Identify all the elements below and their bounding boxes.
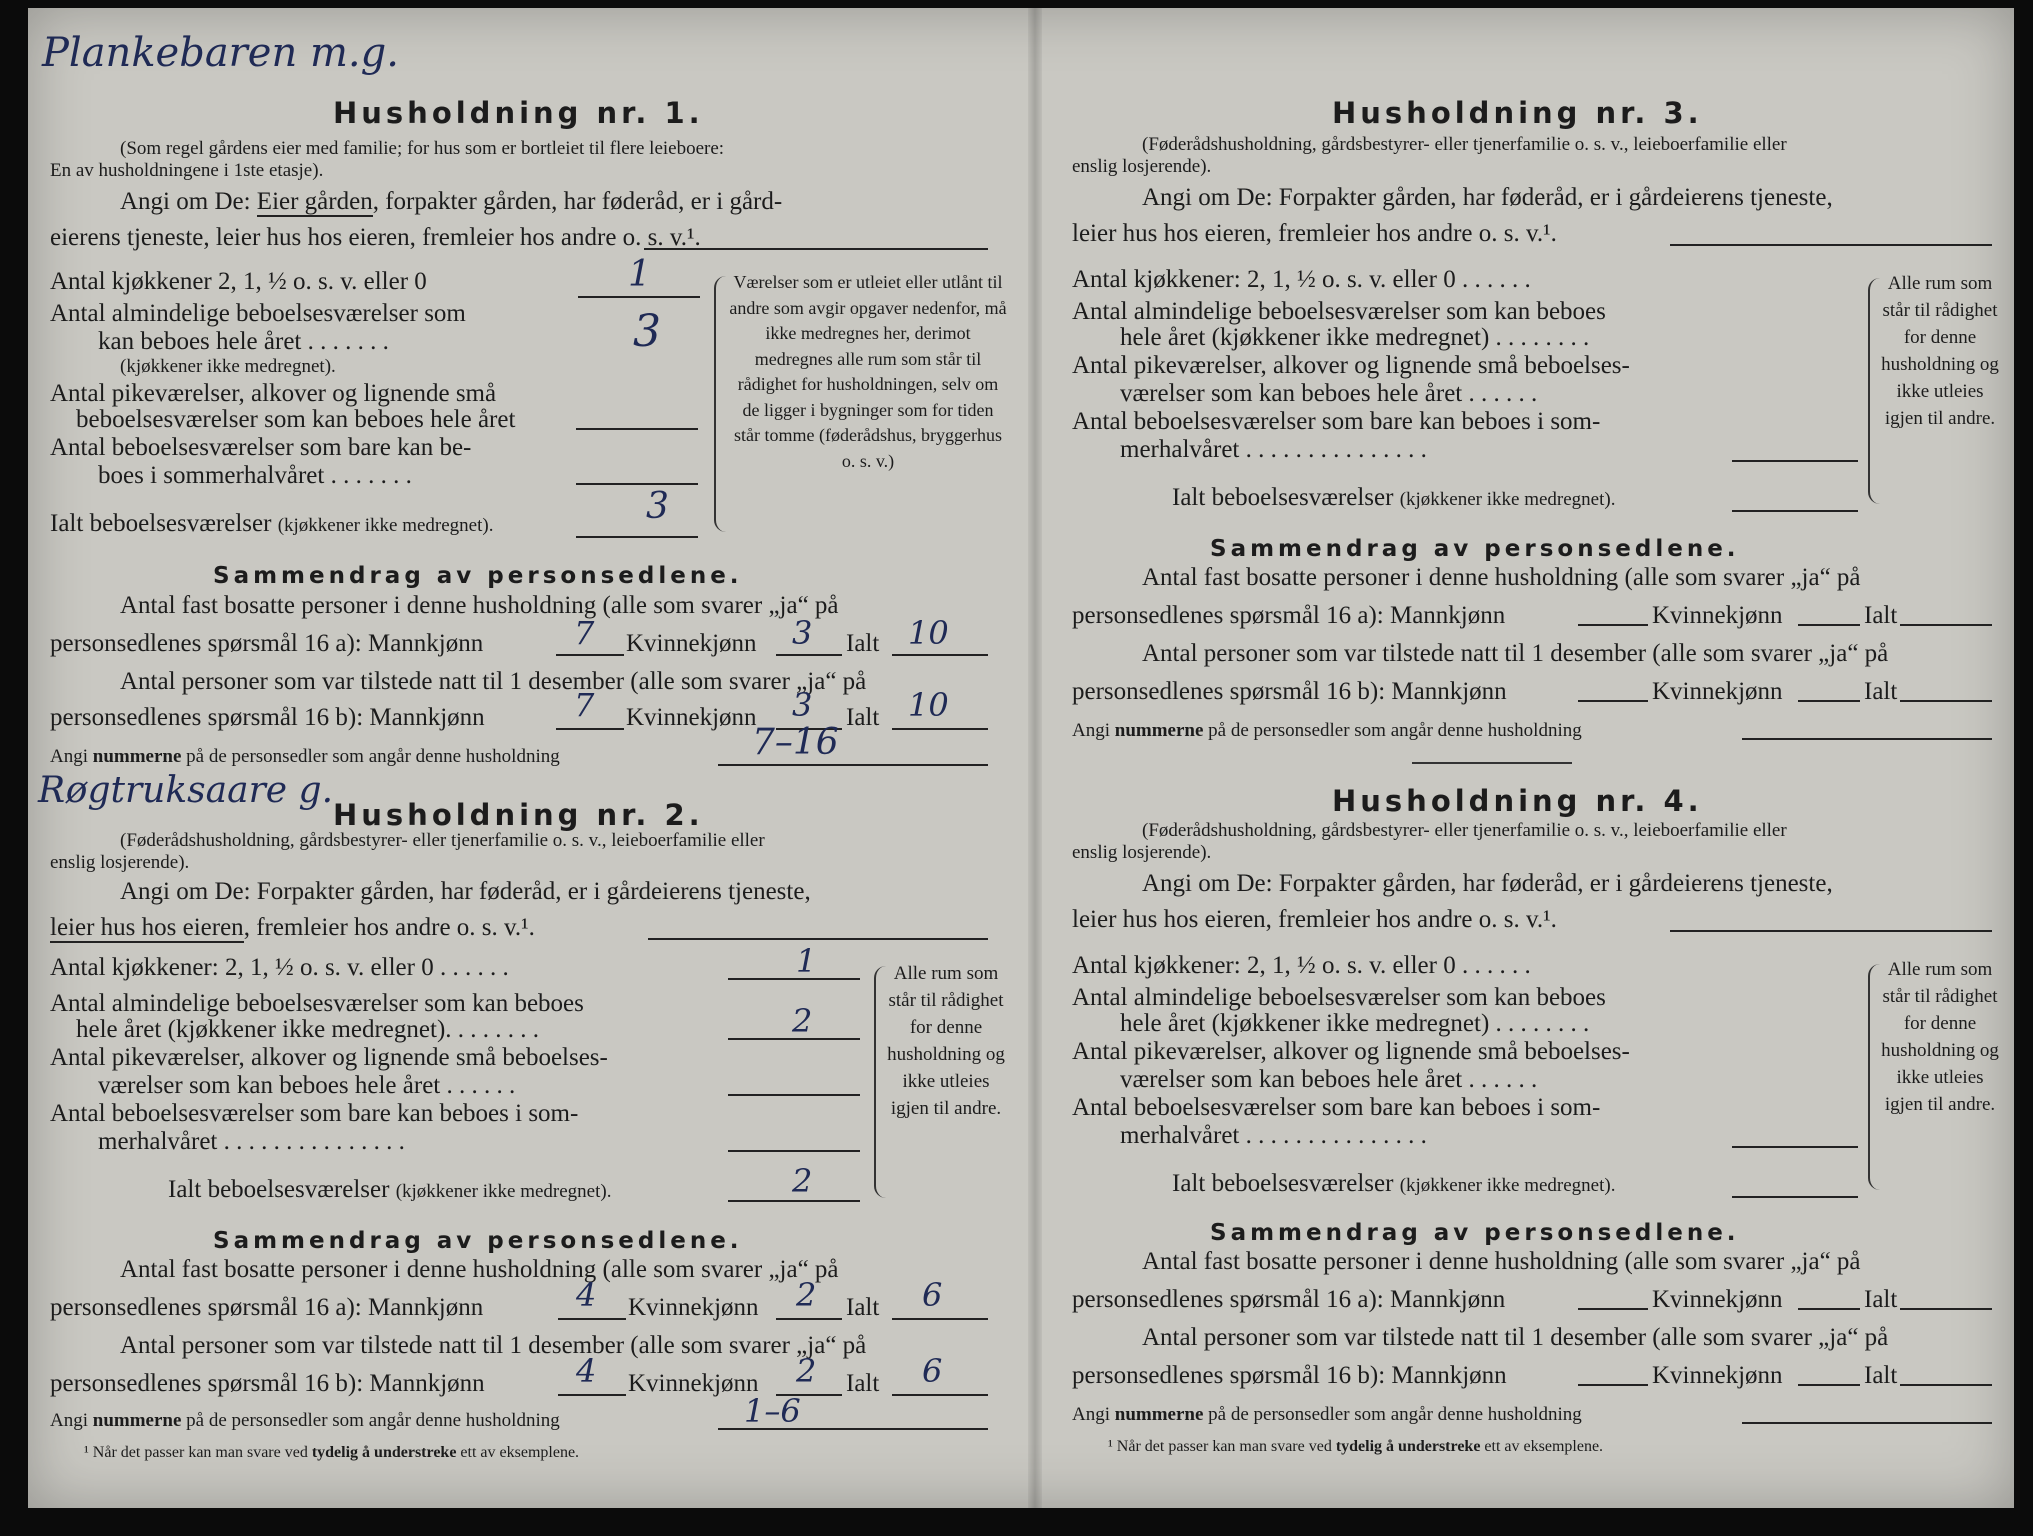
- h3-q16a-mann-rule: [1578, 624, 1648, 626]
- h2-sommer-rule: [728, 1150, 860, 1152]
- h1-pike-rule: [576, 428, 698, 430]
- h2-angi-line1: Angi om De: Forpakter gården, har føderåd, er i gårdeierens tjeneste,: [120, 878, 811, 905]
- h3-note-line1: (Føderådshusholdning, gårdsbestyrer- eller tjenerfamilie o. s. v., leieboerfamilie eller: [1142, 134, 1787, 155]
- h1-q16b-line2: personsedlenes spørsmål 16 b): Mannkjønn: [50, 704, 485, 731]
- h1-angi-line2: eierens tjeneste, leier hus hos eieren, fremleier hos andre o. s. v.¹.: [50, 224, 701, 251]
- h2-q16b-mann-value: 4: [576, 1352, 597, 1390]
- h1-sommer-rule: [576, 483, 698, 485]
- handwritten-second-name: Røgtruksaare g.: [38, 770, 334, 811]
- h1-brace: [714, 276, 726, 532]
- h4-q16a-ialt-rule: [1900, 1308, 1992, 1310]
- h2-q16b-kvinne-label: Kvinnekjønn: [628, 1370, 759, 1397]
- h3-side-note: Alle rum som står til rådighet for denne husholdning og ikke utleies igjen til andre.: [1881, 273, 1999, 429]
- h2-q16a-kvinne-value: 2: [796, 1276, 817, 1314]
- h1-q16a-mann-value: 7: [574, 614, 595, 652]
- h4-sammendrag-title: Sammendrag av personsedlene.: [1210, 1220, 1740, 1246]
- h1-ialt-value: 3: [646, 486, 669, 527]
- h3-alm-line1: Antal almindelige beboelsesværelser som kan beboes: [1072, 298, 1606, 325]
- h3-angi-line1: Angi om De: Forpakter gården, har føderåd, er i gårdeierens tjeneste,: [1142, 184, 1833, 211]
- h4-angi-line1: Angi om De: Forpakter gården, har føderåd, er i gårdeierens tjeneste,: [1142, 870, 1833, 897]
- h3-pike-line1: Antal pikeværelser, alkover og lignende små beboelses-: [1072, 352, 1630, 379]
- h2-q16b-line2: personsedlenes spørsmål 16 b): Mannkjønn: [50, 1370, 485, 1397]
- h3-nummer-bold: nummerne: [1114, 720, 1204, 741]
- h1-q16b-line1: Antal personer som var tilstede natt til 1 desember (alle som svarer „ja“ på: [120, 668, 867, 695]
- h3-q16a-kvinne-rule: [1798, 624, 1860, 626]
- h3-pike-line2: værelser som kan beboes hele året . . . . . .: [1120, 380, 1538, 407]
- h1-nummer-rest: på de personsedler som angår denne husholdning: [186, 746, 560, 767]
- h4-note-line1: (Føderådshusholdning, gårdsbestyrer- eller tjenerfamilie o. s. v., leieboerfamilie eller: [1142, 820, 1787, 841]
- h4-ialt-label: Ialt beboelsesværelser: [1172, 1170, 1394, 1197]
- h1-q16b-kvinne-value: 3: [792, 686, 813, 724]
- h4-q16b-line1: Antal personer som var tilstede natt til 1 desember (alle som svarer „ja“ på: [1142, 1324, 1889, 1351]
- h4-kjokkener-label: Antal kjøkkener: 2, 1, ½ o. s. v. eller 0 . . . . . .: [1072, 952, 1531, 979]
- h2-q16b-ialt-label: Ialt: [846, 1370, 880, 1397]
- h2-note-line1: (Føderådshusholdning, gårdsbestyrer- eller tjenerfamilie o. s. v., leieboerfamilie eller: [120, 830, 765, 851]
- h3-sommer-line2: merhalvåret . . . . . . . . . . . . . . .: [1120, 436, 1427, 463]
- h3-q16b-mann-rule: [1578, 700, 1648, 702]
- h1-nummer-value: 7–16: [752, 722, 839, 763]
- h2-kjokkener-label: Antal kjøkkener: 2, 1, ½ o. s. v. eller 0 . . . . . .: [50, 954, 509, 981]
- h3-q16b-kvinne-rule: [1798, 700, 1860, 702]
- h2-q16a-ialt-value: 6: [922, 1276, 943, 1314]
- h2-q16a-mann-value: 4: [576, 1276, 597, 1314]
- h2-side-note: Alle rum som står til rådighet for denne husholdning og ikke utleies igjen til andre.: [887, 963, 1005, 1119]
- h4-side-note: Alle rum som står til rådighet for denne husholdning og ikke utleies igjen til andre.: [1881, 959, 1999, 1115]
- h4-ialt-rule: [1732, 1196, 1858, 1198]
- h3-title: Husholdning nr. 3.: [1332, 96, 1703, 130]
- handwritten-farm-name: Plankebaren m.g.: [42, 30, 399, 76]
- h1-nummer-prefix: Angi: [50, 746, 88, 767]
- h4-angi-line2: leier hus hos eieren, fremleier hos andre o. s. v.¹.: [1072, 906, 1557, 933]
- h1-q16b-ialt-value: 10: [908, 686, 949, 724]
- h3-ialt-rule: [1732, 510, 1858, 512]
- h1-q16a-ialt-label: Ialt: [846, 630, 880, 657]
- h2-sommer-line1: Antal beboelsesværelser som bare kan beboes i som-: [50, 1100, 579, 1127]
- right-footnote-bold: tydelig å understreke: [1335, 1438, 1481, 1455]
- h2-q16a-line1: Antal fast bosatte personer i denne husholdning (alle som svarer „ja“ på: [120, 1256, 839, 1283]
- h1-angi-prefix: Angi om De:: [120, 188, 251, 215]
- h1-q16b-mann-rule: [556, 728, 624, 730]
- left-footnote-bold: tydelig å understreke: [311, 1444, 457, 1461]
- h1-q16b-kvinne-label: Kvinnekjønn: [626, 704, 757, 731]
- h3-q16a-kvinne-label: Kvinnekjønn: [1652, 602, 1783, 629]
- h1-angi-line2-rule: [644, 248, 988, 250]
- h2-angi-rest: , fremleier hos andre o. s. v.¹.: [243, 914, 535, 941]
- h1-alm-value: 3: [633, 306, 661, 357]
- h1-q16a-mann-rule: [556, 654, 624, 656]
- h1-ialt-rule: [576, 536, 698, 538]
- h2-q16a-ialt-rule: [892, 1318, 988, 1320]
- h1-q16a-line2: personsedlenes spørsmål 16 a): Mannkjønn: [50, 630, 484, 657]
- h1-pike-line1: Antal pikeværelser, alkover og lignende små: [50, 380, 497, 407]
- h1-angi-underlined-answer: Eier gården: [256, 188, 373, 215]
- census-form-sheet: [28, 8, 2014, 1508]
- left-page: [28, 8, 1028, 1508]
- h4-note-line2: enslig losjerende).: [1072, 842, 1212, 863]
- h1-ialt-note: (kjøkkener ikke medregnet).: [277, 515, 494, 536]
- h3-sammendrag-title: Sammendrag av personsedlene.: [1210, 536, 1740, 562]
- h4-ialt-note: (kjøkkener ikke medregnet).: [1399, 1175, 1616, 1196]
- h1-side-note: Værelser som er utleiet eller utlånt til andre som avgir opgaver nedenfor, må ikke medregnes her, derimot medregnes alle rum som står til rådighet for husholdningen, selv om de ligger i bygninger som for tiden står tomme (føderådshus, bryggerhus o. s. v.): [729, 272, 1007, 471]
- h3-ialt-label: Ialt beboelsesværelser: [1172, 484, 1394, 511]
- h1-sommer-line1: Antal beboelsesværelser som bare kan be-: [50, 434, 472, 461]
- h3-angi-line2-rule: [1670, 244, 1992, 246]
- h2-ialt-value: 2: [792, 1162, 813, 1200]
- h3-q16a-line2: personsedlenes spørsmål 16 a): Mannkjønn: [1072, 602, 1506, 629]
- h4-q16a-kvinne-label: Kvinnekjønn: [1652, 1286, 1783, 1313]
- h1-note-line1: (Som regel gårdens eier med familie; for hus som er bortleiet til flere leieboere:: [120, 138, 725, 159]
- h3-q16b-line2: personsedlenes spørsmål 16 b): Mannkjønn: [1072, 678, 1507, 705]
- h2-q16b-line1: Antal personer som var tilstede natt til 1 desember (alle som svarer „ja“ på: [120, 1332, 867, 1359]
- h2-alm-line2: hele året (kjøkkener ikke medregnet). . . . . . . .: [76, 1016, 540, 1043]
- h4-pike-line2: værelser som kan beboes hele året . . . . . .: [1120, 1066, 1538, 1093]
- right-page: [1042, 8, 2014, 1508]
- h4-sommer-line1: Antal beboelsesværelser som bare kan beboes i som-: [1072, 1094, 1601, 1121]
- h1-sommer-line2: boes i sommerhalvåret . . . . . . .: [98, 462, 412, 489]
- h1-q16b-ialt-rule: [892, 728, 988, 730]
- h4-sommer-line2: merhalvåret . . . . . . . . . . . . . . .: [1120, 1122, 1427, 1149]
- h4-q16b-ialt-rule: [1900, 1384, 1992, 1386]
- h4-alm-line1: Antal almindelige beboelsesværelser som kan beboes: [1072, 984, 1606, 1011]
- h1-sammendrag-title: Sammendrag av personsedlene.: [213, 563, 743, 589]
- h2-q16b-ialt-rule: [892, 1394, 988, 1396]
- right-footnote: [1108, 1438, 1603, 1456]
- h4-q16a-ialt-label: Ialt: [1864, 1286, 1898, 1313]
- h1-angi-line1: [120, 188, 782, 216]
- h3-sommer-line1: Antal beboelsesværelser som bare kan beboes i som-: [1072, 408, 1601, 435]
- h1-alm-line2: kan beboes hele året . . . . . . .: [98, 328, 389, 355]
- h4-q16b-line2: personsedlenes spørsmål 16 b): Mannkjønn: [1072, 1362, 1507, 1389]
- h1-q16a-kvinne-value: 3: [792, 614, 813, 652]
- h3-nummer-rest: på de personsedler som angår denne husholdning: [1208, 720, 1582, 741]
- h2-q16b-mann-rule: [558, 1394, 626, 1396]
- left-footnote-prefix: ¹ Når det passer kan man svare ved: [84, 1444, 308, 1461]
- h3-q16a-line1: Antal fast bosatte personer i denne husholdning (alle som svarer „ja“ på: [1142, 564, 1861, 591]
- h3-nummer-prefix: Angi: [1072, 720, 1110, 741]
- h2-q16b-kvinne-value: 2: [796, 1352, 817, 1390]
- h1-kjokkener-value: 1: [628, 254, 651, 295]
- h2-nummer-value: 1–6: [744, 1392, 801, 1430]
- h3-ialt-note: (kjøkkener ikke medregnet).: [1399, 489, 1616, 510]
- h4-q16b-ialt-label: Ialt: [1864, 1362, 1898, 1389]
- h4-q16a-mann-rule: [1578, 1308, 1648, 1310]
- h4-pike-line1: Antal pikeværelser, alkover og lignende små beboelses-: [1072, 1038, 1630, 1065]
- h1-alm-line3: (kjøkkener ikke medregnet).: [120, 356, 336, 377]
- h2-pike-line1: Antal pikeværelser, alkover og lignende små beboelses-: [50, 1044, 608, 1071]
- h4-q16a-line1: Antal fast bosatte personer i denne husholdning (alle som svarer „ja“ på: [1142, 1248, 1861, 1275]
- h2-kjokkener-rule: [728, 978, 860, 980]
- h2-note-line2: enslig losjerende).: [50, 852, 190, 873]
- h3-note-line2: enslig losjerende).: [1072, 156, 1212, 177]
- h2-ialt-row: [168, 1176, 611, 1204]
- h4-nummer-bold: nummerne: [1114, 1404, 1204, 1425]
- h1-angi-rest: , forpakter gården, har føderåd, er i gård-: [372, 188, 783, 215]
- left-footnote-rest: ett av eksemplene.: [460, 1444, 580, 1461]
- h1-title: Husholdning nr. 1.: [333, 96, 704, 130]
- h1-note-line2: En av husholdningene i 1ste etasje).: [50, 160, 324, 181]
- h1-q16a-ialt-rule: [892, 654, 988, 656]
- h3-q16b-kvinne-label: Kvinnekjønn: [1652, 678, 1783, 705]
- h2-alm-value: 2: [792, 1002, 813, 1040]
- h2-q16a-kvinne-label: Kvinnekjønn: [628, 1294, 759, 1321]
- h4-nummer-prefix: Angi: [1072, 1404, 1110, 1425]
- h4-q16a-line2: personsedlenes spørsmål 16 a): Mannkjønn: [1072, 1286, 1506, 1313]
- h3-q16a-ialt-rule: [1900, 624, 1992, 626]
- h3-alm-line2: hele året (kjøkkener ikke medregnet) . . . . . . . .: [1120, 324, 1590, 351]
- h1-alm-line1: Antal almindelige beboelsesværelser som: [50, 300, 466, 327]
- h2-q16a-line2: personsedlenes spørsmål 16 a): Mannkjønn: [50, 1294, 484, 1321]
- section-divider: [1412, 762, 1572, 764]
- h3-q16b-ialt-rule: [1900, 700, 1992, 702]
- h3-q16b-line1: Antal personer som var tilstede natt til 1 desember (alle som svarer „ja“ på: [1142, 640, 1889, 667]
- h2-alm-line1: Antal almindelige beboelsesværelser som kan beboes: [50, 990, 584, 1017]
- h2-nummer-rest: på de personsedler som angår denne husholdning: [186, 1410, 560, 1431]
- h3-ialt-row: [1172, 484, 1615, 512]
- h2-q16b-ialt-value: 6: [922, 1352, 943, 1390]
- h3-nummer-rule: [1742, 738, 1992, 740]
- h1-ialt-row: [50, 510, 493, 538]
- h2-nummer-row: [50, 1410, 560, 1432]
- h2-sommer-line2: merhalvåret . . . . . . . . . . . . . . .: [98, 1128, 405, 1155]
- h4-q16b-mann-rule: [1578, 1384, 1648, 1386]
- h2-kjokkener-value: 1: [796, 942, 817, 980]
- h3-q16a-ialt-label: Ialt: [1864, 602, 1898, 629]
- h1-kjokkener-label: Antal kjøkkener 2, 1, ½ o. s. v. eller 0: [50, 268, 427, 295]
- h4-alm-line2: hele året (kjøkkener ikke medregnet) . . . . . . . .: [1120, 1010, 1590, 1037]
- h2-angi-underlined-answer: leier hus hos eieren: [50, 914, 244, 941]
- h2-angi-line2-rule: [648, 938, 988, 940]
- h4-q16b-kvinne-rule: [1798, 1384, 1860, 1386]
- left-footnote: [84, 1444, 579, 1462]
- h1-nummer-row: [50, 746, 560, 768]
- h2-pike-line2: værelser som kan beboes hele året . . . . . .: [98, 1072, 516, 1099]
- h1-q16a-ialt-value: 10: [908, 614, 949, 652]
- h1-pike-line2: beboelsesværelser som kan beboes hele året: [76, 406, 516, 433]
- h2-nummer-bold: nummerne: [92, 1410, 182, 1431]
- h2-angi-line2: [50, 914, 535, 942]
- h1-nummer-bold: nummerne: [92, 746, 182, 767]
- h3-sommer-rule: [1732, 460, 1858, 462]
- right-footnote-prefix: ¹ Når det passer kan man svare ved: [1108, 1438, 1332, 1455]
- h1-q16b-ialt-label: Ialt: [846, 704, 880, 731]
- right-footnote-rest: ett av eksemplene.: [1484, 1438, 1604, 1455]
- h2-brace: [874, 966, 886, 1198]
- h1-q16b-mann-value: 7: [574, 686, 595, 724]
- h2-pike-rule: [728, 1094, 860, 1096]
- h1-nummer-rule: [718, 764, 988, 766]
- h2-title: Husholdning nr. 2.: [333, 798, 704, 832]
- h1-q16a-kvinne-label: Kvinnekjønn: [626, 630, 757, 657]
- page-fold: [1028, 8, 1042, 1508]
- h4-nummer-row: [1072, 1404, 1582, 1426]
- h4-nummer-rule: [1742, 1422, 1992, 1424]
- h1-ialt-label: Ialt beboelsesværelser: [50, 510, 272, 537]
- h2-ialt-note: (kjøkkener ikke medregnet).: [395, 1181, 612, 1202]
- h3-nummer-row: [1072, 720, 1582, 742]
- h1-kjokkener-rule: [578, 296, 700, 298]
- h2-q16a-mann-rule: [558, 1318, 626, 1320]
- h4-angi-line2-rule: [1670, 930, 1992, 932]
- h4-q16a-kvinne-rule: [1798, 1308, 1860, 1310]
- h1-q16a-kvinne-rule: [776, 654, 842, 656]
- h2-sammendrag-title: Sammendrag av personsedlene.: [213, 1228, 743, 1254]
- h2-q16a-kvinne-rule: [776, 1318, 842, 1320]
- h2-ialt-rule: [728, 1200, 860, 1202]
- h2-nummer-prefix: Angi: [50, 1410, 88, 1431]
- h4-q16b-kvinne-label: Kvinnekjønn: [1652, 1362, 1783, 1389]
- h3-angi-line2: leier hus hos eieren, fremleier hos andre o. s. v.¹.: [1072, 220, 1557, 247]
- h4-sommer-rule: [1732, 1146, 1858, 1148]
- h4-ialt-row: [1172, 1170, 1615, 1198]
- h1-q16a-line1: Antal fast bosatte personer i denne husholdning (alle som svarer „ja“ på: [120, 592, 839, 619]
- h4-nummer-rest: på de personsedler som angår denne husholdning: [1208, 1404, 1582, 1425]
- h3-q16b-ialt-label: Ialt: [1864, 678, 1898, 705]
- h4-title: Husholdning nr. 4.: [1332, 784, 1703, 818]
- h3-kjokkener-label: Antal kjøkkener: 2, 1, ½ o. s. v. eller 0 . . . . . .: [1072, 266, 1531, 293]
- h2-q16a-ialt-label: Ialt: [846, 1294, 880, 1321]
- h2-ialt-label: Ialt beboelsesværelser: [168, 1176, 390, 1203]
